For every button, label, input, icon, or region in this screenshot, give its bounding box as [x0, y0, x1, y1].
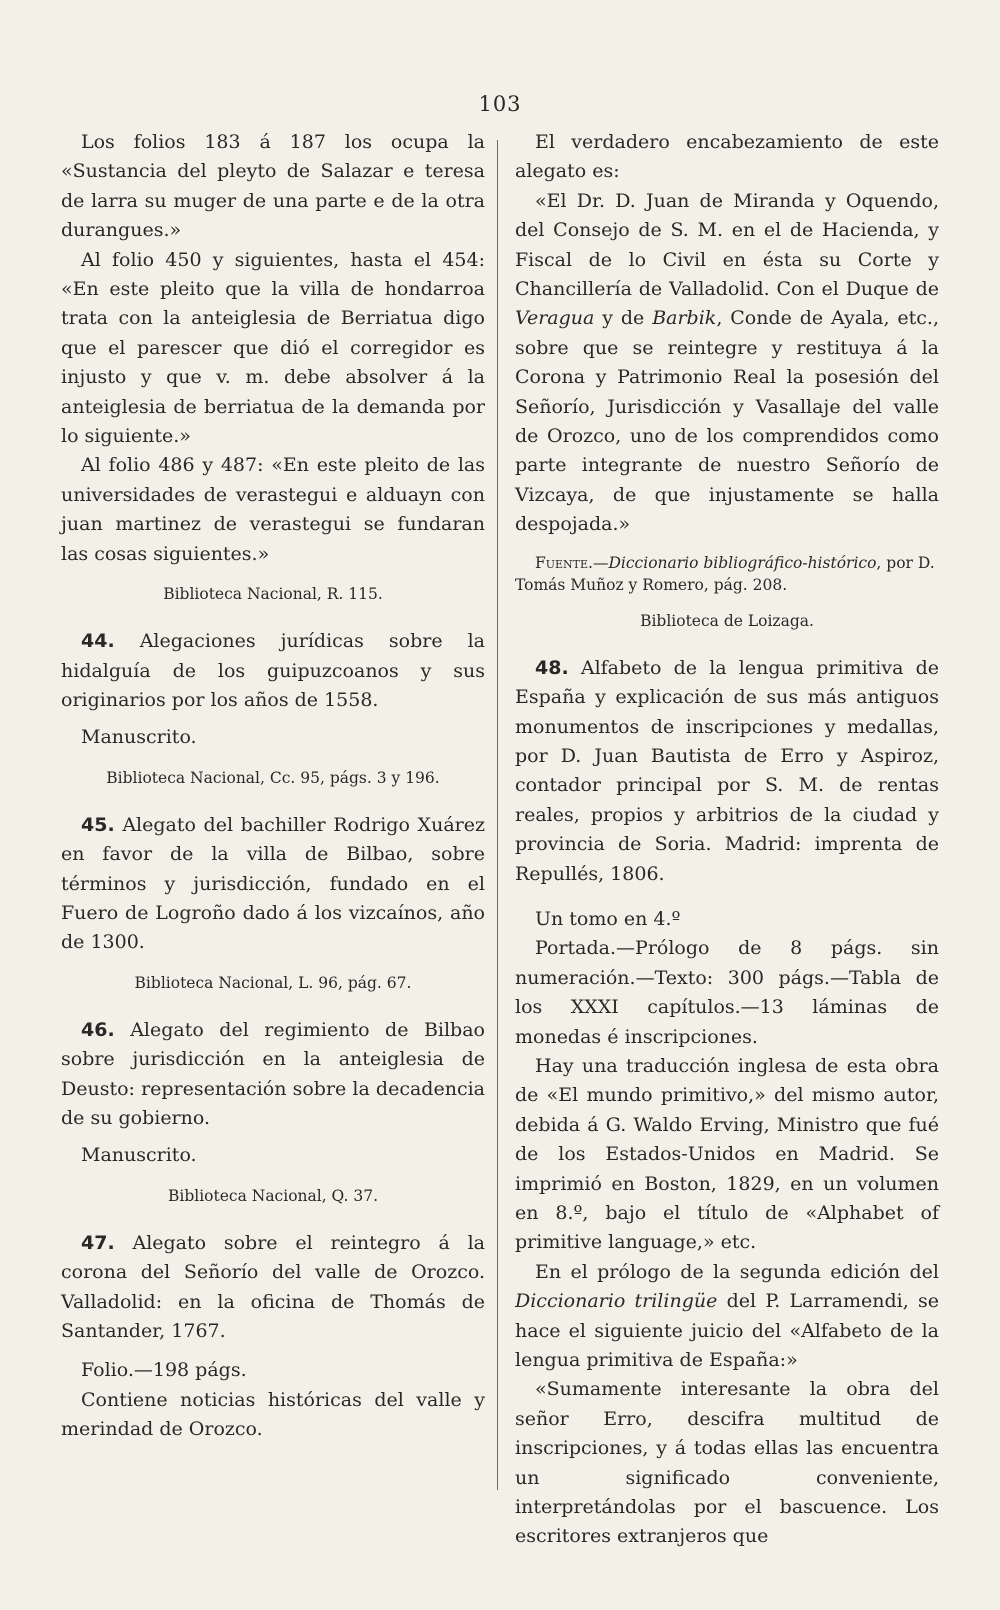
paragraph-larramendi: En el prólogo de la segunda edición del Diccionario trilingüe del P. Larramendi, se hace el siguiente juicio del «Alfabeto de la lengua primitiva de España:» [515, 1260, 940, 1372]
page-number: 103 [478, 92, 522, 116]
entry-number: 44. [81, 630, 115, 653]
source-citation: Biblioteca Nacional, L. 96, pág. 67. [134, 973, 412, 992]
paragraph-translation: Hay una traducción inglesa de esta obra de «El mundo primitivo,» del mismo autor, debida á G. Waldo Erving, Ministro que fué de los Estados-Unidos en Madrid. Se imprimió en Boston, 1829, en un volumen en 8.º, bajo el título de «Alphabet of primitive language,» etc. [515, 1054, 939, 1254]
paragraph-folio-486: Al folio 486 y 487: «En este pleito de las universidades de verastegui e alduayn con juan martinez de verastegui se fundaran las cosas siguientes.» [61, 454, 485, 565]
source-citation: Biblioteca de Loizaga. [640, 611, 814, 630]
paragraph-quote: «Sumamente interesante la obra del señor Erro, descifra multitud de inscripciones, y á todas ellas las encuentra un significado conveniente, interpretándolas por el bascuence. Los escritores extranjeros que [515, 1378, 939, 1548]
source-citation: Biblioteca Nacional, Cc. 95, págs. 3 y 196. [106, 768, 440, 787]
source-citation: Biblioteca Nacional, Q. 37. [167, 1186, 378, 1205]
entry-text: Alegato del regimiento de Bilbao sobre jurisdicción en la anteiglesia de Deusto: representación sobre la decadencia de su gobierno. [61, 1018, 485, 1129]
format-note: Manuscrito. [81, 726, 197, 749]
paragraph-heading-intro: El verdadero encabezamiento de este alegato es: [515, 131, 939, 183]
entry-number: 47. [81, 1231, 115, 1254]
entry-text: Alfabeto de la lengua primitiva de España y explicación de sus más antiguos monumentos de inscripciones y medallas, por D. Juan Bautista de Erro y Aspiroz, contador principal por S. M. de rentas reales, propios y arbitrios de la ciudad y provincia de Soria. Madrid: imprenta de Repullés, 1806. [515, 656, 939, 885]
entry-number: 48. [535, 656, 569, 679]
format-note: Un tomo en 4.º [535, 907, 681, 930]
entry-text: Alegaciones jurídicas sobre la hidalguía de los guipuzcoanos y sus originarios por los años de 1558. [61, 630, 486, 711]
column-divider [497, 140, 498, 1490]
paragraph-heading-quote: «El Dr. D. Juan de Miranda y Oquendo, del Consejo de S. M. en el de Hacienda, y Fiscal de lo Civil en ésta su Corte y Chancillería de Valladolid. Con el Duque de Veragua y de Barbik, Conde de Ayala, etc., sobre que se reintegre y restituya á la Corona y Patrimonio Real la posesión del Señorío, Jurisdicción y Vasallaje del valle de Orozco, uno de los comprendidos como parte integrante de nuestro Señorío de Vizcaya, de que injustamente se halla despojada.» [515, 189, 940, 536]
entry-number: 45. [81, 813, 115, 836]
content-note: Contiene noticias históricas del valle y merindad de Orozco. [61, 1388, 485, 1441]
paragraph-folio-450: Al folio 450 y siguientes, hasta el 454: «En este pleito que la villa de hondarroa trata con la anteiglesia de Berriatua digo que el parescer que dió el corregidor es injusto y que v. m. debe absolver á la anteiglesia de berriatua de la demanda por lo siguiente.» [61, 248, 485, 448]
source-reference: Fuente.—Diccionario bibliográfico-histórico, por D. Tomás Muñoz y Romero, pág. 208. [515, 553, 935, 594]
format-note: Folio.—198 págs. [81, 1359, 247, 1382]
content-note: Portada.—Prólogo de 8 págs. sin numeración.—Texto: 300 págs.—Tabla de los XXXI capítulos.—13 láminas de monedas é inscripciones. [515, 937, 939, 1048]
entry-text: Alegato sobre el reintegro á la corona del Señorío del valle de Orozco. Valladolid: en la oficina de Thomás de Santander, 1767. [61, 1231, 485, 1342]
entry-text: Alegato del bachiller Rodrigo Xuárez en favor de la villa de Bilbao, sobre términos y jurisdicción, fundado en el Fuero de Logroño dado á los vizcaínos, año de 1300. [61, 813, 485, 954]
left-column [61, 128, 485, 1445]
format-note: Manuscrito. [81, 1144, 197, 1167]
source-citation: Biblioteca Nacional, R. 115. [163, 585, 383, 604]
entry-47 [61, 1229, 485, 1445]
entry-44 [61, 627, 485, 789]
paragraph-folios-183: Los folios 183 á 187 los ocupa la «Sustancia del pleyto de Salazar e teresa de larra su muger de una parte e de la otra durangues.» [61, 131, 485, 242]
entry-number: 46. [81, 1018, 115, 1041]
entry-45 [61, 811, 485, 994]
right-column [515, 128, 939, 1552]
entry-48 [515, 654, 939, 1552]
entry-46 [61, 1016, 485, 1207]
